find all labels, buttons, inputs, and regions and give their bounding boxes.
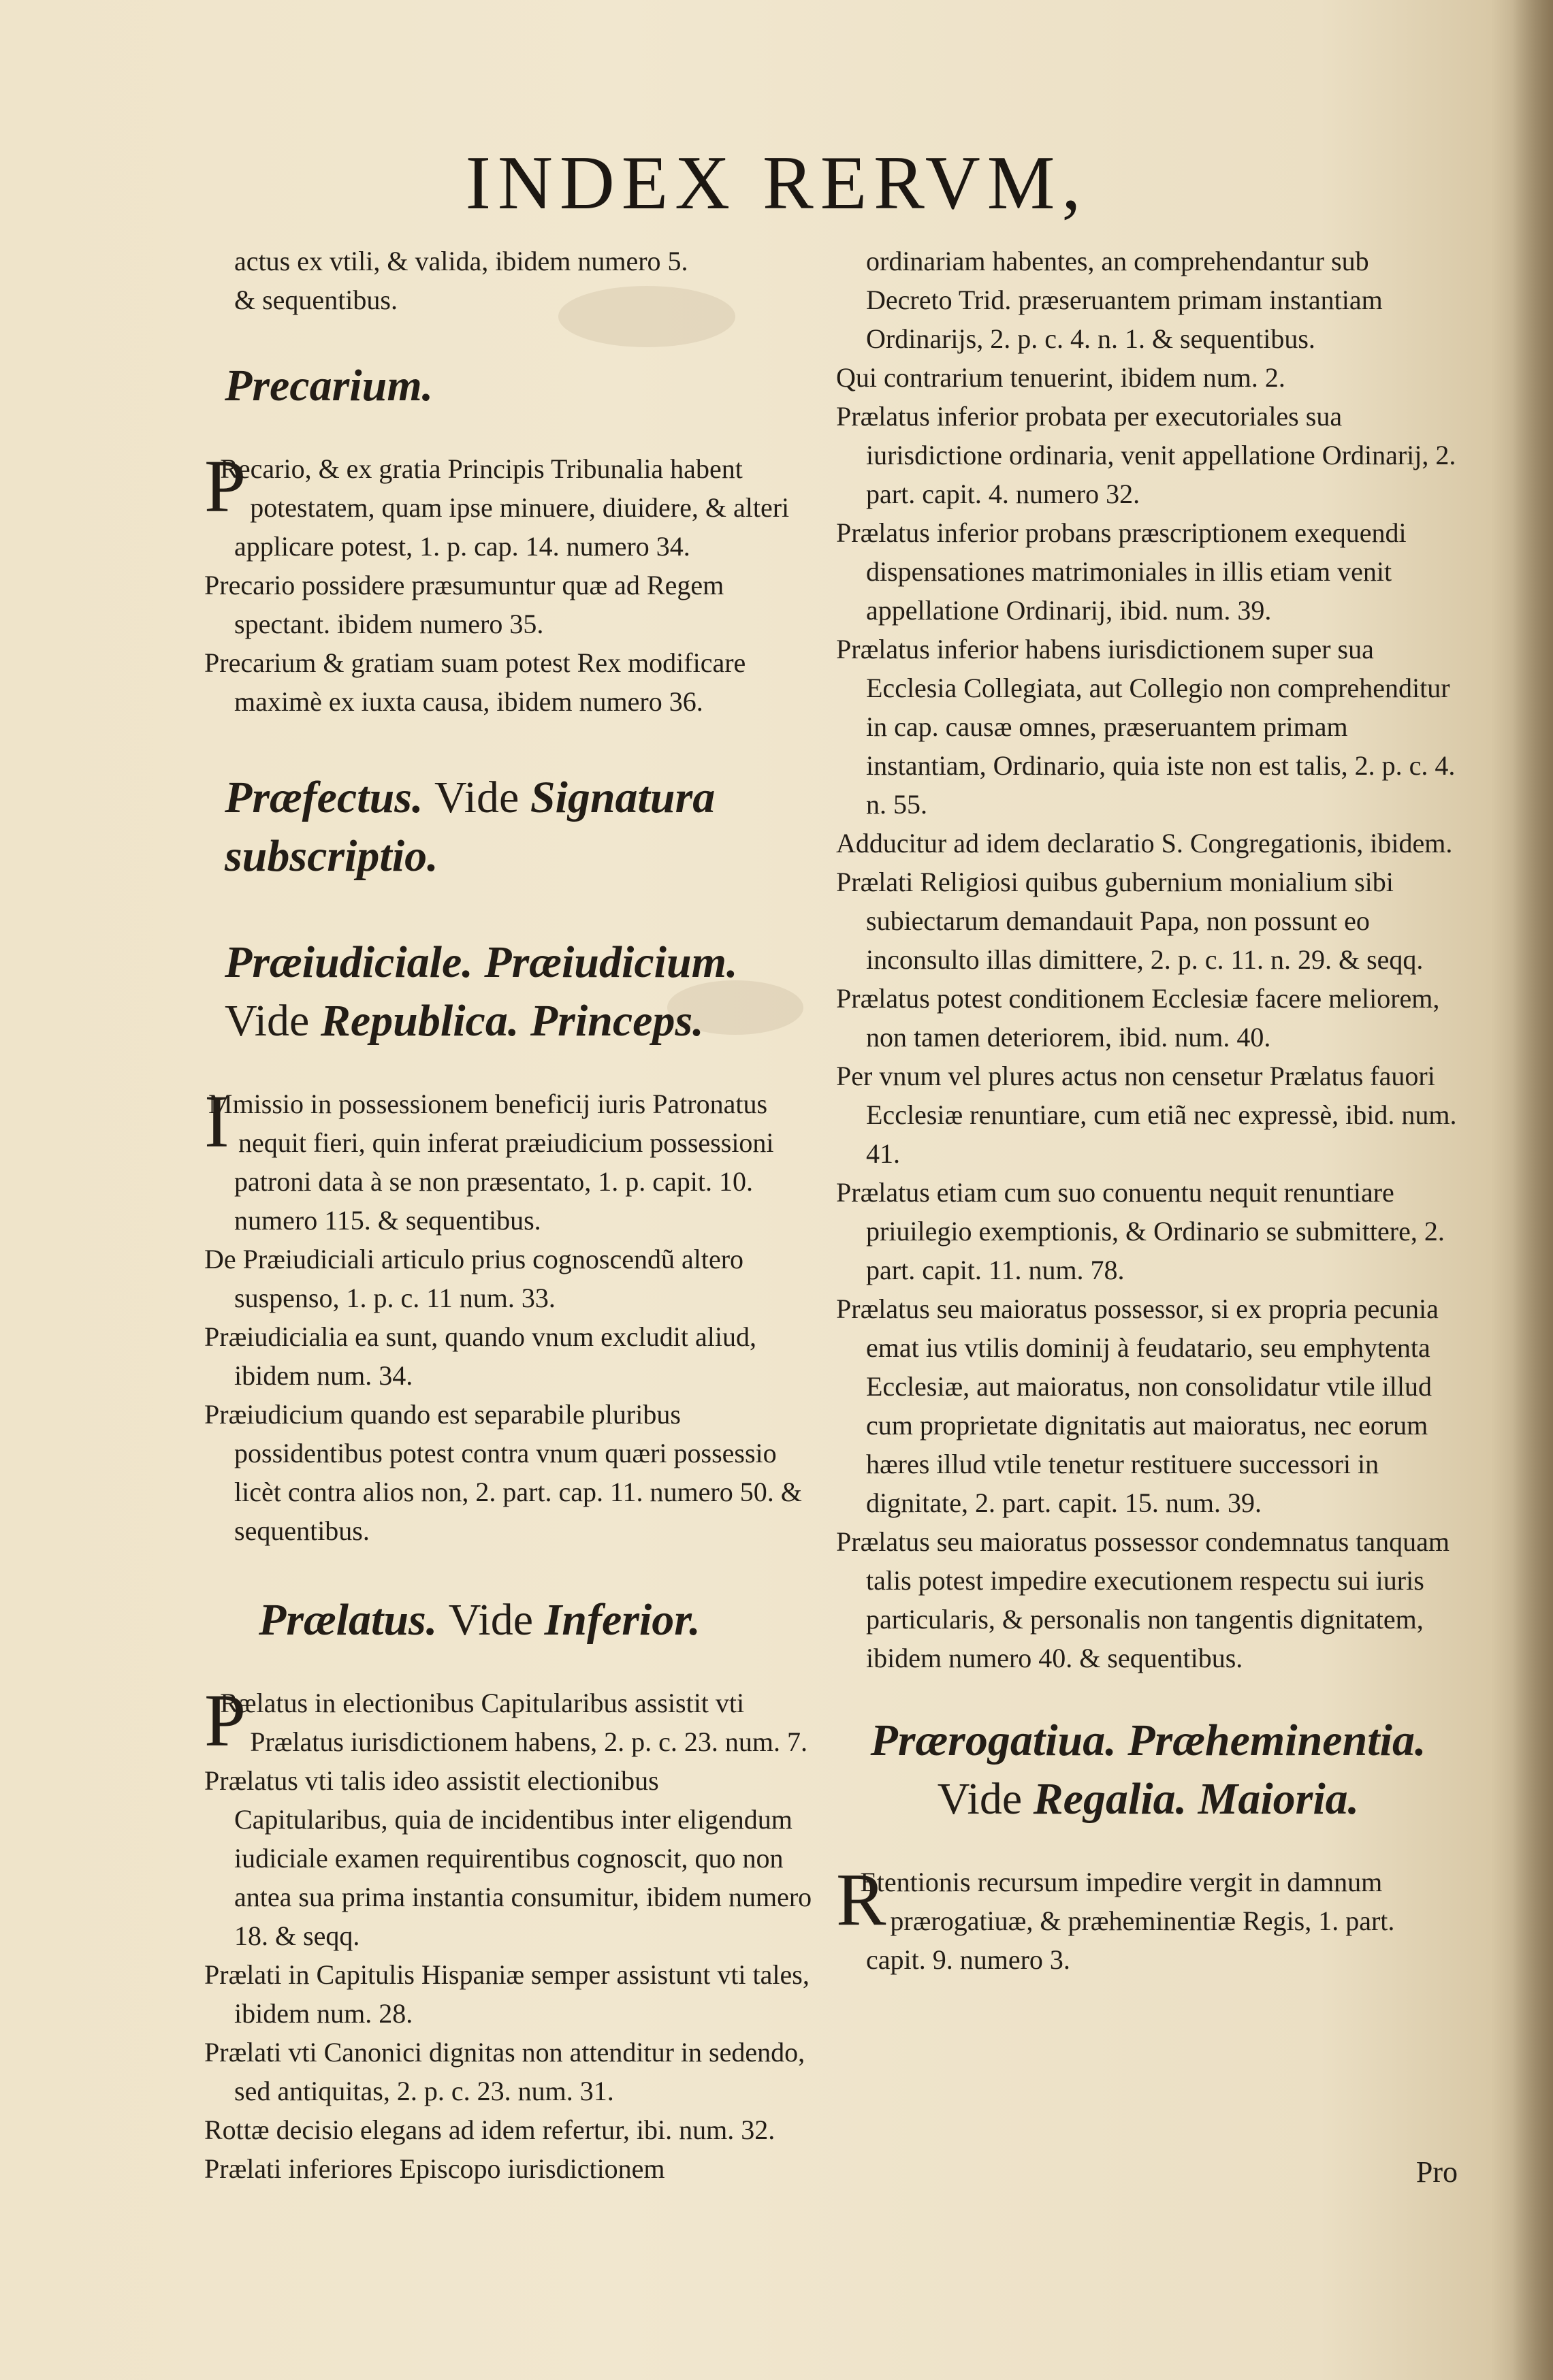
index-entry: & sequentibus.: [234, 285, 398, 315]
index-entry: Qui contrarium tenuerint, ibidem num. 2.: [836, 362, 1285, 393]
index-entry: Præiudicium quando est separabile pluribus possidentibus potest contra vnum quæri possessio licèt contra alios non, 2. part. cap. 11. numero 50. & sequentibus.: [204, 1399, 802, 1546]
index-entry: Prælatus inferior probans præscriptionem exequendi dispensationes matrimoniales in illis etiam venit appellatione Ordinarij, ibid. num. 39.: [836, 517, 1407, 626]
index-entry: Per vnum vel plures actus non censetur Prælatus fauori Ecclesiæ renuntiare, cum etiã nec expressè, ibid. num. 41.: [836, 1061, 1457, 1169]
index-entry: Prælatus seu maioratus possessor, si ex propria pecunia emat ius vtilis dominij à feudatario, seu emphytenta Ecclesiæ, aut maioratus, non consolidatur vtile illud cum proprietate dignitatis aut maioratus, nec eorum hæres illud vtile tenetur restituere successori in dignitate, 2. part. capit. 15. num. 39.: [836, 1293, 1439, 1518]
section-heading-praeiudiciale: Præiudiciale. Præiudicium. Vide Republica. Princeps.: [225, 937, 738, 1046]
index-entry: REtentionis recursum impedire vergit in damnum prærogatiuæ, & præheminentiæ Regis, 1. part. capit. 9. numero 3.: [836, 1858, 1395, 1975]
index-entry: PRælatus in electionibus Capitularibus assistit vti Prælatus iurisdictionem habens, 2. p. c. 23. num. 7.: [204, 1679, 807, 1762]
index-entry: Prælati vti Canonici dignitas non attenditur in sedendo, sed antiquitas, 2. p. c. 23. num. 31.: [204, 2037, 805, 2106]
index-entry: Prælati in Capitulis Hispaniæ semper assistunt vti tales, ibidem num. 28.: [204, 1959, 810, 2029]
index-entry: Prælati inferiores Episcopo iurisdictionem: [204, 2153, 665, 2184]
index-entry: Præiudicialia ea sunt, quando vnum excludit aliud, ibidem num. 34.: [204, 1321, 756, 1391]
page-edge-shadow: [1512, 0, 1553, 2380]
index-entry: Rottæ decisio elegans ad idem refertur, ibi. num. 32.: [204, 2114, 775, 2145]
section-heading-precarium: Precarium.: [225, 361, 434, 411]
section-heading-praelatus: Prælatus. Vide Inferior.: [259, 1595, 701, 1645]
index-entry: actus ex vtili, & valida, ibidem numero 5.: [234, 246, 688, 276]
index-entry: Precario possidere præsumuntur quæ ad Regem spectant. ibidem numero 35.: [204, 570, 724, 639]
index-entry: PRecario, & ex gratia Principis Tribunalia habent potestatem, quam ipse minuere, diuidere, & alteri applicare potest, 1. p. cap. 14. numero 34.: [204, 445, 790, 562]
index-entry: De Præiudiciali articulo prius cognoscendũ altero suspenso, 1. p. c. 11 num. 33.: [204, 1244, 744, 1313]
index-entry: Prælati Religiosi quibus gubernium monialium sibi subiectarum demandauit Papa, non possunt eo inconsulto illas dimittere, 2. p. c. 11. n. 29. & seqq.: [836, 867, 1424, 975]
catchword: Pro: [1415, 2155, 1458, 2189]
index-entry: Prælatus seu maioratus possessor condemnatus tanquam talis potest impedire executionem respectu sui iuris particularis, & personalis non tangentis dignitatem, ibidem numero 40. & sequentibus.: [836, 1526, 1450, 1673]
index-entry: Prælatus vti talis ideo assistit electionibus Capitularibus, quia de incidentibus inter eligendum iudiciale examen requirentibus cognoscit, quo non antea sua prima instantia consumitur, ibidem numero 18. & seqq.: [204, 1765, 812, 1951]
index-entry: ordinariam habentes, an comprehendantur sub Decreto Trid. præseruantem primam instantiam Ordinarijs, 2. p. c. 4. n. 1. & sequentibus.: [866, 246, 1383, 354]
running-title: INDEX RERVM,: [465, 141, 1088, 225]
section-heading-praerogatiua: Prærogatiua. Præheminentia. Vide Regalia. Maioria.: [870, 1716, 1426, 1824]
index-entry: Prælatus inferior probata per executoriales sua iurisdictione ordinaria, venit appellatione Ordinarij, 2. part. capit. 4. numero 32.: [836, 401, 1456, 509]
index-entry: Prælatus inferior habens iurisdictionem super sua Ecclesia Collegiata, aut Collegio non comprehenditur in cap. causæ omnes, præseruantem primam instantiam, Ordinario, quia iste non est talis, 2. p. c. 4. n. 55.: [836, 634, 1456, 820]
section-heading-praefectus: Præfectus. Vide Signatura subscriptio.: [225, 773, 716, 881]
index-entry: Prælatus etiam cum suo conuentu nequit renuntiare priuilegio exemptionis, & Ordinario se submittere, 2. part. capit. 11. num. 78.: [836, 1177, 1445, 1285]
index-entry: Adducitur ad idem declaratio S. Congregationis, ibidem.: [836, 828, 1453, 858]
index-entry: Precarium & gratiam suam potest Rex modificare maximè ex iuxta causa, ibidem numero 36.: [204, 647, 746, 717]
index-entry: IMmissio in possessionem beneficij iuris Patronatus nequit fieri, quin inferat præiudicium possessioni patroni data à se non præsentato, 1. p. capit. 10. numero 115. & sequentibus.: [204, 1080, 774, 1236]
left-column: [204, 242, 817, 2188]
index-entry: Prælatus potest conditionem Ecclesiæ facere meliorem, non tamen deteriorem, ibid. num. 40.: [836, 983, 1440, 1052]
right-column: [836, 242, 1460, 1979]
